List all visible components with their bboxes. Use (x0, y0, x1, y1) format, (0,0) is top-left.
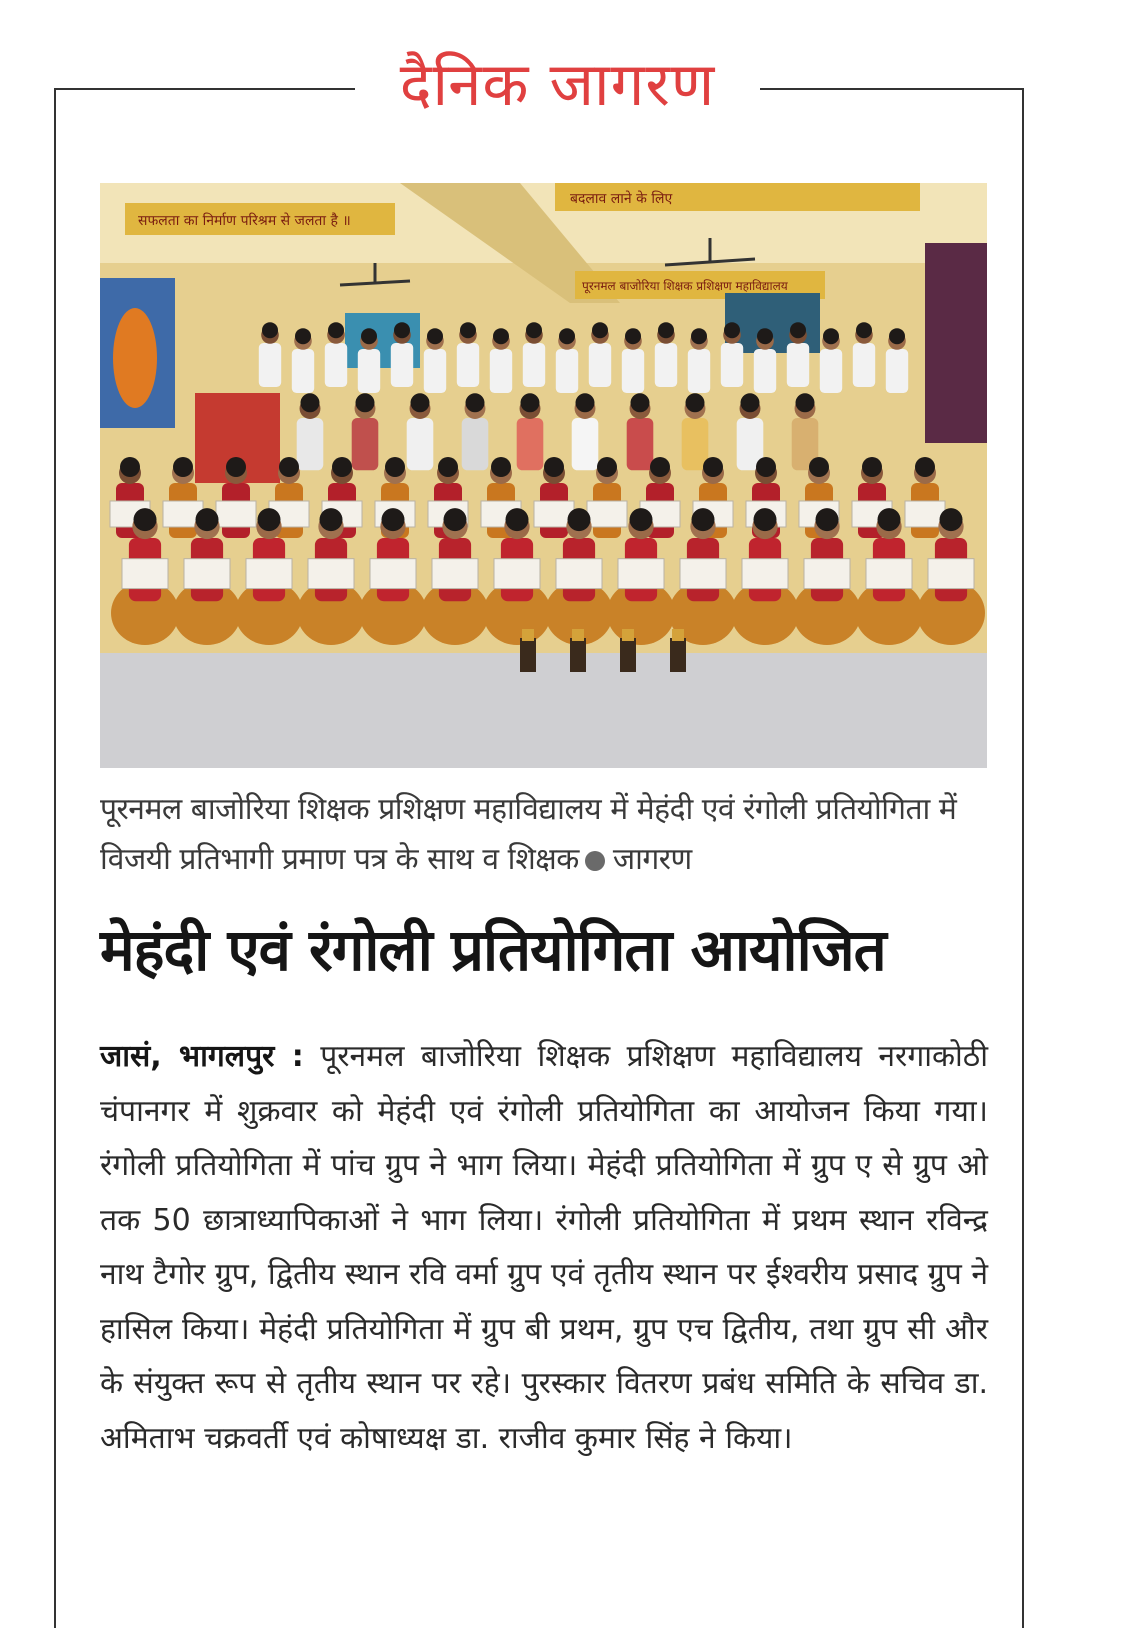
person-hair (691, 328, 707, 344)
person-hair (411, 393, 430, 412)
bullet-dot-icon (585, 851, 605, 871)
person-hair (790, 322, 806, 338)
person-hair (301, 393, 320, 412)
newspaper-masthead: दैनिक जागरण (355, 40, 760, 130)
trophy-cup (522, 629, 534, 641)
person-hair (592, 322, 608, 338)
article-body-text: पूरनमल बाजोरिया शिक्षक प्रशिक्षण महाविद्यालय नरगाकोठी चंपानगर में शुक्रवार को मेहंदी एवं रंगोली प्रतियोगिता का आयोजन किया गया। रंगोली प्रतियोगिता में पांच ग्रुप ने भाग लिया। मेहंदी प्रतियोगिता में ग्रुप ए से ग्रुप ओ तक 50 छात्राध्यापिकाओं ने भाग लिया। रंगोली प्रतियोगिता में प्रथम स्थान रविन्द्र नाथ टैगोर ग्रुप, द्वितीय स्थान रवि वर्मा ग्रुप एवं तृतीय स्थान पर ईश्वरीय प्रसाद ग्रुप ने हासिल किया। मेहंदी प्रतियोगिता में ग्रुप बी प्रथम, ग्रुप एच द्वितीय, तथा ग्रुप सी और के संयुक्त रूप से तृतीय स्थान पर रहे। पुरस्कार वितरण प्रबंध समिति के सचिव डा. अमिताभ चक्रवर्ती एवं कोषाध्यक्ष डा. राजीव कुमार सिंह ने किया। (100, 1039, 988, 1456)
person-hair (279, 457, 299, 477)
person-body (259, 343, 281, 387)
dateline: जासं, भागलपुर : (100, 1039, 304, 1074)
person-hair (658, 322, 674, 338)
person-hair (816, 508, 839, 531)
person-hair (134, 508, 157, 531)
person-hair (295, 328, 311, 344)
person-hair (703, 457, 723, 477)
poster-right (925, 243, 987, 443)
person-body (721, 343, 743, 387)
person-hair (757, 328, 773, 344)
banner-top-text: बदलाव लाने के लिए (570, 191, 673, 207)
person-hair (460, 322, 476, 338)
person-hair (328, 322, 344, 338)
person-body (556, 349, 578, 393)
trophy-cup (672, 629, 684, 641)
banner-left-text: सफलता का निर्माण परिश्रम से जलता है ॥ (138, 213, 351, 229)
person-hair (631, 393, 650, 412)
person-hair (356, 393, 375, 412)
poster-figure (113, 308, 157, 408)
certificate (122, 559, 168, 589)
person-hair (862, 457, 882, 477)
group-photo (100, 183, 987, 768)
person-hair (394, 322, 410, 338)
person-hair (258, 508, 281, 531)
certificate (680, 559, 726, 589)
person-body (853, 343, 875, 387)
trophy (570, 638, 586, 672)
caption-text: पूरनमल बाजोरिया शिक्षक प्रशिक्षण महाविद्यालय में मेहंदी एवं रंगोली प्रतियोगिता में विजयी प्रतिभागी प्रमाण पत्र के साथ व शिक्षक (100, 792, 957, 877)
person-hair (526, 322, 542, 338)
person-body (627, 418, 654, 470)
person-body (622, 349, 644, 393)
caption-credit: जागरण (612, 842, 692, 877)
person-hair (196, 508, 219, 531)
person-hair (756, 457, 776, 477)
person-body (325, 343, 347, 387)
certificate (184, 559, 230, 589)
person-body (462, 418, 489, 470)
person-body (517, 418, 544, 470)
person-hair (385, 457, 405, 477)
photo-caption (100, 785, 990, 885)
person-hair (120, 457, 140, 477)
certificate (556, 559, 602, 589)
group-photo-illustration (100, 183, 987, 768)
trophy-cup (622, 629, 634, 641)
certificate (804, 559, 850, 589)
person-body (787, 343, 809, 387)
person-hair (320, 508, 343, 531)
trophy (520, 638, 536, 672)
person-hair (878, 508, 901, 531)
person-hair (568, 508, 591, 531)
person-body (407, 418, 434, 470)
certificate (432, 559, 478, 589)
person-hair (466, 393, 485, 412)
certificate (246, 559, 292, 589)
person-body (572, 418, 599, 470)
person-hair (444, 508, 467, 531)
trophy (670, 638, 686, 672)
person-body (457, 343, 479, 387)
certificate (308, 559, 354, 589)
person-body (391, 343, 413, 387)
person-hair (262, 322, 278, 338)
certificate (866, 559, 912, 589)
person-hair (754, 508, 777, 531)
person-hair (692, 508, 715, 531)
person-body (754, 349, 776, 393)
certificate (494, 559, 540, 589)
person-body (655, 343, 677, 387)
person-hair (724, 322, 740, 338)
person-body (820, 349, 842, 393)
article-body (100, 1030, 988, 1466)
person-hair (438, 457, 458, 477)
person-body (688, 349, 710, 393)
person-hair (361, 328, 377, 344)
article-headline: मेहंदी एवं रंगोली प्रतियोगिता आयोजित (100, 916, 886, 984)
certificate (928, 559, 974, 589)
person-hair (506, 508, 529, 531)
person-hair (630, 508, 653, 531)
person-body (490, 349, 512, 393)
person-hair (559, 328, 575, 344)
person-hair (382, 508, 405, 531)
person-hair (809, 457, 829, 477)
person-body (297, 418, 324, 470)
person-body (352, 418, 379, 470)
person-hair (741, 393, 760, 412)
person-hair (173, 457, 193, 477)
person-hair (625, 328, 641, 344)
certificate (370, 559, 416, 589)
person-hair (940, 508, 963, 531)
trophy (620, 638, 636, 672)
person-hair (686, 393, 705, 412)
certificate (587, 501, 627, 527)
person-body (523, 343, 545, 387)
person-hair (332, 457, 352, 477)
person-hair (856, 322, 872, 338)
person-hair (597, 457, 617, 477)
person-body (424, 349, 446, 393)
person-body (589, 343, 611, 387)
banner-college-text: पूरनमल बाजोरिया शिक्षक प्रशिक्षण महाविद्यालय (582, 279, 788, 293)
certificate (742, 559, 788, 589)
person-hair (521, 393, 540, 412)
person-body (292, 349, 314, 393)
person-hair (576, 393, 595, 412)
person-hair (823, 328, 839, 344)
person-hair (544, 457, 564, 477)
trophy-cup (572, 629, 584, 641)
person-hair (650, 457, 670, 477)
person-hair (226, 457, 246, 477)
person-body (358, 349, 380, 393)
person-hair (493, 328, 509, 344)
certificate (216, 501, 256, 527)
certificate (618, 559, 664, 589)
floor (100, 653, 987, 768)
person-body (886, 349, 908, 393)
person-hair (889, 328, 905, 344)
person-hair (491, 457, 511, 477)
person-hair (796, 393, 815, 412)
person-hair (915, 457, 935, 477)
person-hair (427, 328, 443, 344)
